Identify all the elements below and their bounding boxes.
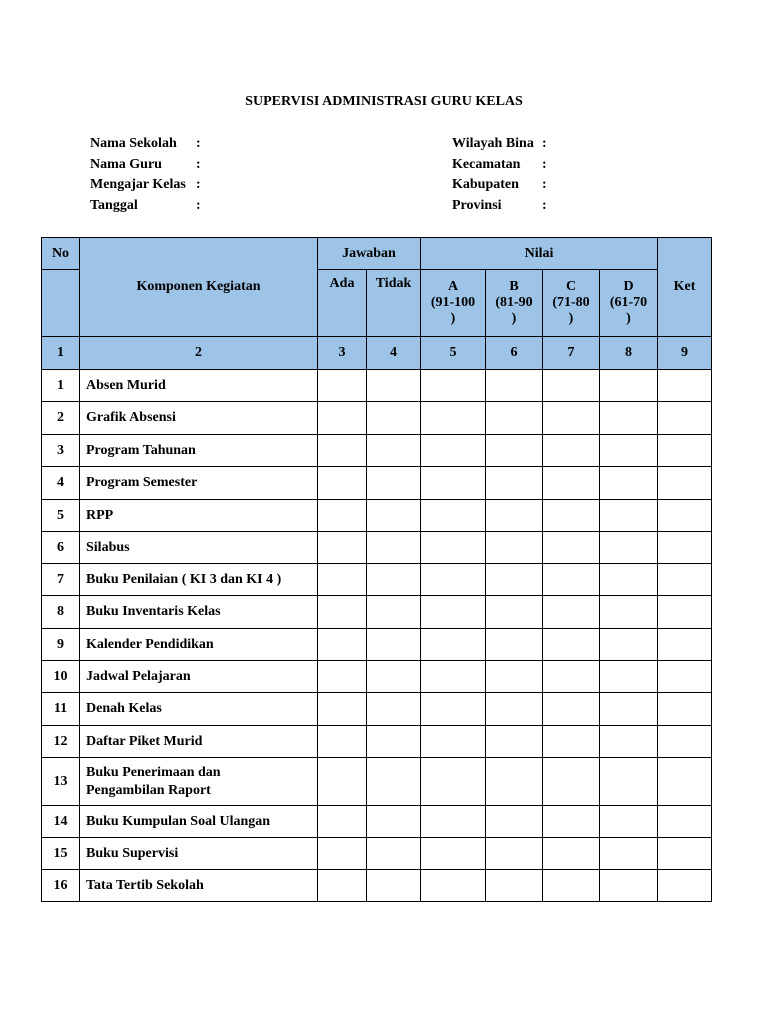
column-number: 1 [42,337,80,370]
cell-ket[interactable] [658,370,712,402]
cell-tidak[interactable] [367,435,421,467]
cell-tidak[interactable] [367,661,421,693]
cell-grade-d[interactable] [600,629,658,661]
row-komponen: Denah Kelas [80,693,318,726]
cell-grade-b[interactable] [486,564,543,596]
table-row [42,661,712,693]
cell-grade-b[interactable] [486,726,543,758]
info-label: Wilayah Bina [452,136,534,151]
cell-grade-c[interactable] [543,467,600,500]
cell-grade-c[interactable] [543,500,600,532]
info-separator: : [196,177,201,193]
cell-ada[interactable] [318,629,367,661]
cell-tidak[interactable] [367,596,421,629]
cell-grade-a[interactable] [421,532,486,564]
cell-ket[interactable] [658,758,712,806]
cell-tidak[interactable] [367,467,421,500]
cell-grade-d[interactable] [600,500,658,532]
grade-letter: A [447,279,459,294]
cell-tidak[interactable] [367,726,421,758]
cell-grade-a[interactable] [421,693,486,726]
school-info-left [90,134,201,217]
row-komponen: Buku Penerimaan dan Pengambilan Raport [80,758,318,806]
table-row [42,500,712,532]
cell-grade-c[interactable] [543,564,600,596]
info-label: Kabupaten [452,177,519,193]
table-row [42,758,712,806]
header-grade-d [600,270,658,337]
cell-tidak[interactable] [367,402,421,435]
cell-ada[interactable] [318,758,367,806]
supervision-table [41,237,712,902]
cell-grade-d[interactable] [600,370,658,402]
row-komponen: Kalender Pendidikan [80,629,318,661]
info-row-tanggal [90,196,201,217]
cell-tidak[interactable] [367,693,421,726]
cell-grade-b[interactable] [486,758,543,806]
grade-letter: D [623,279,634,294]
cell-ada[interactable] [318,402,367,435]
header-grade-b [486,270,543,337]
cell-ada[interactable] [318,726,367,758]
cell-grade-b[interactable] [486,596,543,629]
cell-ket[interactable] [658,806,712,838]
row-number: 1 [42,370,80,402]
grade-range: (71-80 [552,295,590,310]
cell-ada[interactable] [318,870,367,902]
cell-tidak[interactable] [367,806,421,838]
row-komponen: Grafik Absensi [80,402,318,435]
cell-grade-d[interactable] [600,402,658,435]
row-number: 9 [42,629,80,661]
header-jawaban: Jawaban [318,238,421,270]
cell-tidak[interactable] [367,629,421,661]
cell-grade-a[interactable] [421,564,486,596]
row-number: 2 [42,402,80,435]
info-row-mengajar-kelas [90,175,201,196]
cell-grade-a[interactable] [421,806,486,838]
row-number: 6 [42,532,80,564]
row-number: 13 [42,758,80,806]
cell-grade-d[interactable] [600,758,658,806]
cell-grade-b[interactable] [486,806,543,838]
page-title: SUPERVISI ADMINISTRASI GURU KELAS [245,94,523,109]
table-row [42,370,712,402]
cell-grade-a[interactable] [421,467,486,500]
grade-range: (91-100 [430,295,476,310]
cell-grade-c[interactable] [543,629,600,661]
cell-grade-b[interactable] [486,870,543,902]
cell-ada[interactable] [318,806,367,838]
header-ket: Ket [658,238,712,337]
cell-grade-b[interactable] [486,402,543,435]
row-komponen: Buku Supervisi [80,838,318,870]
cell-ket[interactable] [658,726,712,758]
info-separator: : [542,198,547,214]
info-label: Provinsi [452,198,502,214]
cell-ket[interactable] [658,838,712,870]
grade-close: ) [626,311,631,326]
info-label: Mengajar Kelas [90,177,186,193]
cell-grade-a[interactable] [421,370,486,402]
cell-grade-d[interactable] [600,467,658,500]
cell-grade-d[interactable] [600,564,658,596]
header-ada: Ada [318,270,367,337]
row-komponen: Silabus [80,532,318,564]
info-separator: : [196,136,201,151]
row-komponen: RPP [80,500,318,532]
cell-tidak[interactable] [367,370,421,402]
cell-grade-a[interactable] [421,435,486,467]
column-number: 7 [543,337,600,370]
info-row-nama-guru [90,155,201,176]
table-row [42,596,712,629]
cell-ada[interactable] [318,661,367,693]
row-komponen: Program Tahunan [80,435,318,467]
header-nilai: Nilai [421,238,658,270]
info-separator: : [542,136,547,151]
cell-grade-a[interactable] [421,596,486,629]
cell-ada[interactable] [318,532,367,564]
cell-tidak[interactable] [367,838,421,870]
cell-grade-b[interactable] [486,693,543,726]
cell-grade-b[interactable] [486,467,543,500]
info-separator: : [542,156,547,172]
row-number: 4 [42,467,80,500]
table-row [42,467,712,500]
cell-ket[interactable] [658,402,712,435]
row-komponen: Daftar Piket Murid [80,726,318,758]
grade-close: ) [568,311,574,326]
cell-ket[interactable] [658,435,712,467]
row-komponen: Buku Inventaris Kelas [80,596,318,629]
cell-grade-c[interactable] [543,435,600,467]
row-number: 10 [42,661,80,693]
cell-ket[interactable] [658,596,712,629]
info-separator: : [196,156,201,172]
info-label: Nama Sekolah [90,136,177,151]
row-number: 5 [42,500,80,532]
column-number: 8 [600,337,658,370]
grade-close: ) [450,311,456,326]
cell-ket[interactable] [658,564,712,596]
column-number: 2 [80,337,318,370]
row-number: 7 [42,564,80,596]
grade-letter: B [509,279,519,294]
cell-grade-c[interactable] [543,596,600,629]
cell-grade-b[interactable] [486,629,543,661]
cell-ket[interactable] [658,870,712,902]
info-label: Nama Guru [90,156,162,172]
table-row [42,629,712,661]
info-row-nama-sekolah [90,134,201,155]
cell-ada[interactable] [318,435,367,467]
cell-grade-a[interactable] [421,661,486,693]
cell-grade-d[interactable] [600,693,658,726]
cell-grade-c[interactable] [543,693,600,726]
row-number: 8 [42,596,80,629]
column-number: 4 [367,337,421,370]
cell-grade-d[interactable] [600,661,658,693]
header-no-blank [42,270,80,337]
info-separator: : [196,198,201,214]
cell-grade-a[interactable] [421,402,486,435]
cell-grade-a[interactable] [421,838,486,870]
grade-close: ) [511,311,517,326]
grade-range: (81-90 [495,295,533,310]
table-row [42,532,712,564]
cell-ada[interactable] [318,596,367,629]
cell-tidak[interactable] [367,870,421,902]
column-number: 5 [421,337,486,370]
cell-grade-d[interactable] [600,806,658,838]
cell-grade-d[interactable] [600,435,658,467]
cell-grade-b[interactable] [486,500,543,532]
cell-grade-b[interactable] [486,435,543,467]
cell-ada[interactable] [318,467,367,500]
cell-ada[interactable] [318,500,367,532]
row-number: 14 [42,806,80,838]
table-row [42,806,712,838]
cell-grade-c[interactable] [543,661,600,693]
row-komponen: Buku Kumpulan Soal Ulangan [80,806,318,838]
info-row-wilayah-bina [452,134,547,155]
info-row-provinsi [452,196,547,217]
cell-grade-c[interactable] [543,726,600,758]
row-komponen: Buku Penilaian ( KI 3 dan KI 4 ) [80,564,318,596]
column-number-row [42,337,712,370]
row-komponen: Absen Murid [80,370,318,402]
column-number: 9 [658,337,712,370]
cell-ada[interactable] [318,693,367,726]
row-number: 11 [42,693,80,726]
header-no: No [42,238,80,270]
cell-grade-c[interactable] [543,402,600,435]
table-row [42,435,712,467]
grade-range: (61-70 [609,295,648,310]
cell-grade-b[interactable] [486,370,543,402]
cell-ket[interactable] [658,661,712,693]
cell-ada[interactable] [318,838,367,870]
row-number: 16 [42,870,80,902]
cell-grade-a[interactable] [421,726,486,758]
row-number: 12 [42,726,80,758]
cell-grade-c[interactable] [543,806,600,838]
cell-grade-a[interactable] [421,500,486,532]
table-row [42,564,712,596]
cell-grade-d[interactable] [600,726,658,758]
table-row [42,402,712,435]
grade-letter: C [565,279,577,294]
cell-ada[interactable] [318,370,367,402]
header-komponen-kegiatan: Komponen Kegiatan [80,238,318,337]
cell-tidak[interactable] [367,758,421,806]
row-number: 3 [42,435,80,467]
column-number: 6 [486,337,543,370]
cell-ada[interactable] [318,564,367,596]
cell-grade-b[interactable] [486,661,543,693]
column-number: 3 [318,337,367,370]
header-grade-a [421,270,486,337]
cell-ket[interactable] [658,467,712,500]
info-label: Tanggal [90,198,138,214]
info-label: Kecamatan [452,156,521,172]
cell-ket[interactable] [658,500,712,532]
header-tidak: Tidak [367,270,421,337]
cell-ket[interactable] [658,532,712,564]
cell-grade-c[interactable] [543,532,600,564]
row-komponen: Jadwal Pelajaran [80,661,318,693]
cell-grade-a[interactable] [421,629,486,661]
cell-grade-a[interactable] [421,758,486,806]
cell-grade-c[interactable] [543,370,600,402]
cell-grade-d[interactable] [600,532,658,564]
cell-ket[interactable] [658,629,712,661]
info-row-kabupaten [452,175,547,196]
cell-grade-c[interactable] [543,758,600,806]
table-row [42,870,712,902]
row-number: 15 [42,838,80,870]
cell-ket[interactable] [658,693,712,726]
table-row [42,693,712,726]
table-row [42,838,712,870]
cell-tidak[interactable] [367,564,421,596]
school-info-right [452,134,547,217]
table-row [42,726,712,758]
info-separator: : [542,177,547,193]
cell-grade-d[interactable] [600,870,658,902]
cell-grade-d[interactable] [600,838,658,870]
cell-grade-d[interactable] [600,596,658,629]
cell-tidak[interactable] [367,532,421,564]
cell-tidak[interactable] [367,500,421,532]
row-komponen: Tata Tertib Sekolah [80,870,318,902]
cell-grade-c[interactable] [543,870,600,902]
header-grade-c [543,270,600,337]
cell-grade-b[interactable] [486,838,543,870]
cell-grade-b[interactable] [486,532,543,564]
cell-grade-c[interactable] [543,838,600,870]
row-komponen: Program Semester [80,467,318,500]
info-row-kecamatan [452,155,547,176]
cell-grade-a[interactable] [421,870,486,902]
